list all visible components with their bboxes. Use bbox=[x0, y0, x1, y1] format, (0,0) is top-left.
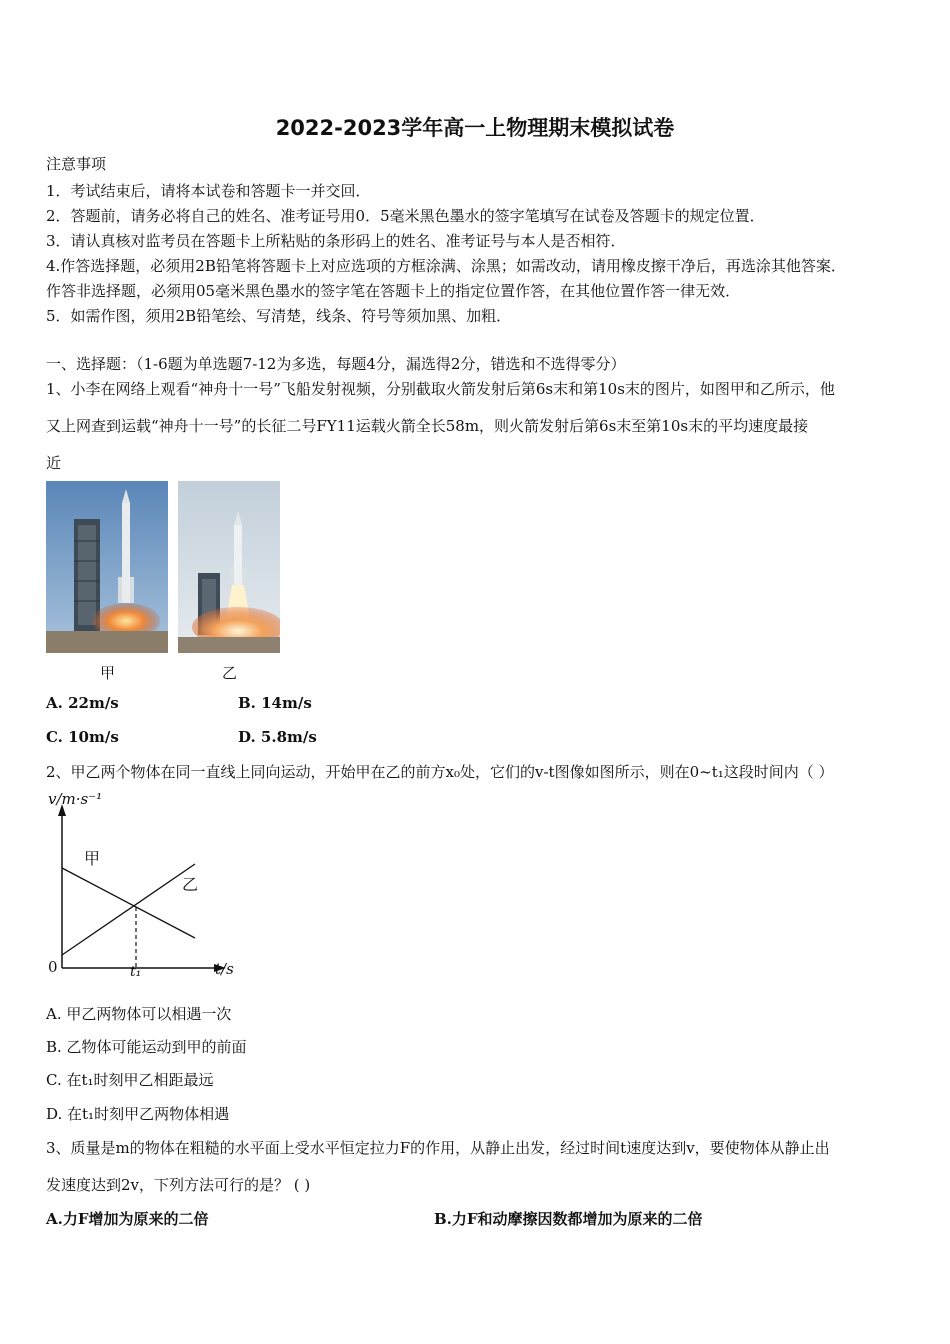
q1-text-line: 1、小李在网络上观看“神舟十一号”飞船发射视频，分别截取火箭发射后第6s末和第10s末的图片，如图甲和乙所示，他 bbox=[46, 380, 835, 398]
q1-text-line: 又上网查到运载“神舟十一号”的长征二号FY11运载火箭全长58m，则火箭发射后第6s末至第10s末的平均速度最接 bbox=[46, 417, 809, 435]
q1-option-b: B. 14m/s bbox=[238, 694, 312, 712]
q3-option-a: A.力F增加为原来的二倍 bbox=[46, 1210, 209, 1228]
page-title: 2022-2023学年高一上物理期末模拟试卷 bbox=[275, 116, 675, 140]
notice-item: 作答非选择题，必须用05毫米黑色墨水的签字笔在答题卡上的指定位置作答，在其他位置作答一律无效． bbox=[46, 282, 741, 300]
t1-tick-label: t₁ bbox=[130, 964, 142, 980]
notice-item: 5．如需作图，须用2B铅笔绘、写清楚，线条、符号等须加黑、加粗． bbox=[46, 307, 512, 325]
vt-graph bbox=[40, 788, 250, 983]
q1-option-c: C. 10m/s bbox=[46, 728, 119, 746]
caption-jia: 甲 bbox=[100, 664, 116, 682]
x-axis-label: t/s bbox=[215, 960, 234, 978]
series-jia-line bbox=[62, 868, 195, 938]
section-heading: 一、选择题：（1-6题为单选题7-12为多选，每题4分，漏选得2分，错选和不选得零分） bbox=[46, 355, 626, 373]
q3-option-b: B.力F和动摩擦因数都增加为原来的二倍 bbox=[434, 1210, 703, 1228]
q3-text-line: 3、质量是m的物体在粗糙的水平面上受水平恒定拉力F的作用，从静止出发，经过时间t速度达到v，要使物体从静止出 bbox=[46, 1139, 830, 1157]
notice-item: 2．答题前，请务必将自己的姓名、准考证号用0．5毫米黑色墨水的签字笔填写在试卷及答题卡的规定位置． bbox=[46, 207, 765, 225]
q1-option-d: D. 5.8m/s bbox=[238, 728, 317, 746]
series-jia-label: 甲 bbox=[84, 849, 101, 868]
notice-item: 3．请认真核对监考员在答题卡上所粘贴的条形码上的姓名、准考证号与本人是否相符． bbox=[46, 232, 626, 250]
q1-option-a: A. 22m/s bbox=[46, 694, 119, 712]
notice-heading: 注意事项 bbox=[46, 155, 107, 173]
notice-item: 4.作答选择题，必须用2B铅笔将答题卡上对应选项的方框涂满、涂黑；如需改动，请用橡皮擦干净后，再选涂其他答案． bbox=[46, 257, 846, 275]
q1-text-line: 近 bbox=[46, 454, 62, 472]
q2-text-line: 2、甲乙两个物体在同一直线上同向运动，开始甲在乙的前方x₀处，它们的v-t图像如图所示，则在0~t₁这段时间内（ ） bbox=[46, 763, 834, 781]
origin-label: 0 bbox=[48, 958, 58, 976]
notice-item: 1．考试结束后，请将本试卷和答题卡一并交回． bbox=[46, 182, 371, 200]
series-yi-line bbox=[62, 864, 195, 955]
series-yi-label: 乙 bbox=[182, 875, 199, 894]
q2-option-c: C. 在t₁时刻甲乙相距最远 bbox=[46, 1071, 214, 1089]
y-axis-label: v/m·s⁻¹ bbox=[48, 790, 103, 808]
q3-text-line: 发速度达到2v，下列方法可行的是？ ( ) bbox=[46, 1176, 311, 1194]
q2-option-b: B. 乙物体可能运动到甲的前面 bbox=[46, 1038, 247, 1056]
q2-option-d: D. 在t₁时刻甲乙两物体相遇 bbox=[46, 1105, 230, 1123]
caption-yi: 乙 bbox=[222, 664, 238, 682]
rocket-photo-b bbox=[178, 481, 280, 653]
rocket-photo-a bbox=[46, 481, 168, 653]
q2-option-a: A. 甲乙两物体可以相遇一次 bbox=[46, 1005, 232, 1023]
